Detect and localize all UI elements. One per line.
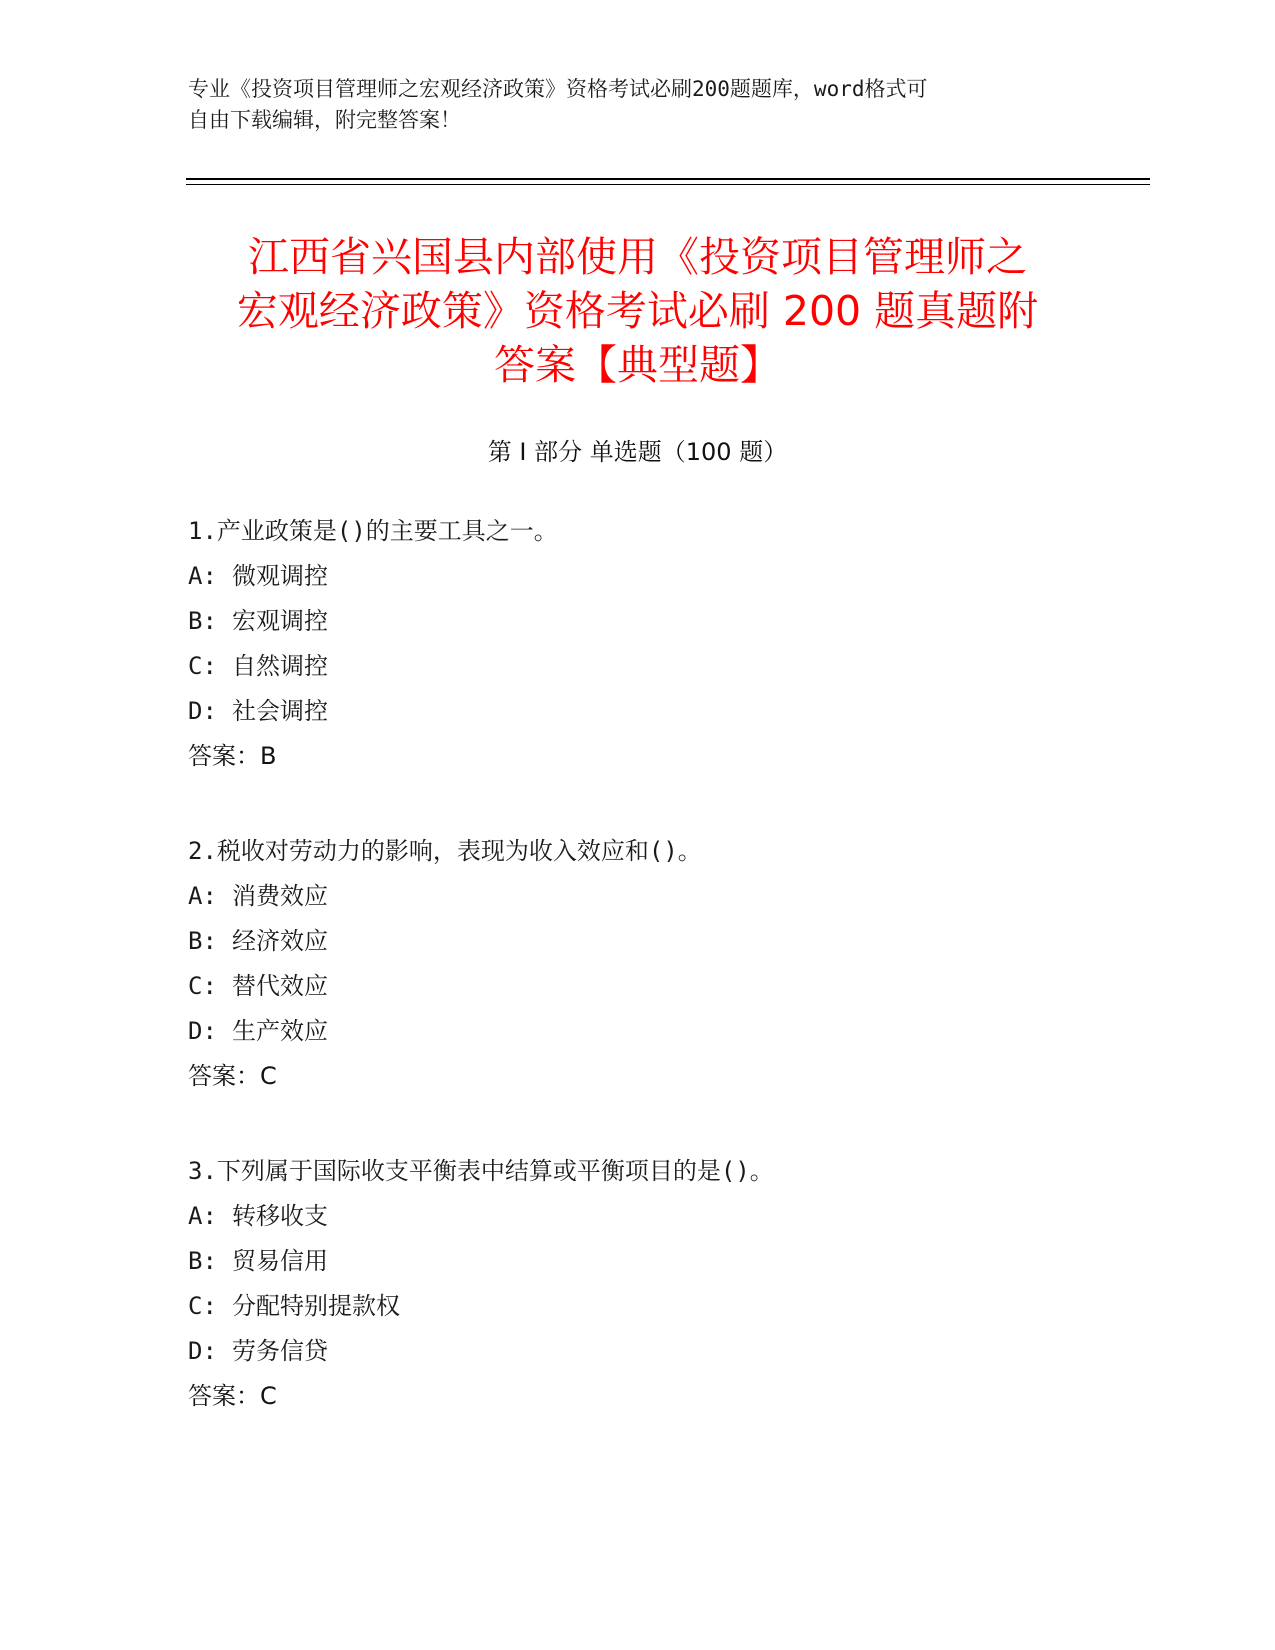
option-letter: D: xyxy=(188,697,217,725)
option-text: 经济效应 xyxy=(232,927,328,955)
header-note xyxy=(188,74,1088,136)
option-letter: A: xyxy=(188,1202,217,1230)
option-letter: A: xyxy=(188,562,217,590)
answer: 答案：C xyxy=(188,1062,277,1090)
option-d xyxy=(188,1009,1148,1054)
option-letter: D: xyxy=(188,1337,217,1365)
option-c xyxy=(188,1284,1148,1329)
option-text: 分配特别提款权 xyxy=(232,1292,400,1320)
option-b xyxy=(188,1239,1148,1284)
option-letter: C: xyxy=(188,972,217,1000)
option-text: 微观调控 xyxy=(232,562,328,590)
option-a xyxy=(188,554,1148,599)
question-stem: 3.下列属于国际收支平衡表中结算或平衡项目的是()。 xyxy=(188,1157,774,1185)
section-title: 第 I 部分 单选题（100 题） xyxy=(487,438,788,466)
option-text: 社会调控 xyxy=(232,697,328,725)
question-3 xyxy=(188,1149,1148,1419)
option-a xyxy=(188,874,1148,919)
option-letter: D: xyxy=(188,1017,217,1045)
option-letter: B: xyxy=(188,1247,217,1275)
option-text: 自然调控 xyxy=(232,652,328,680)
option-text: 替代效应 xyxy=(232,972,328,1000)
option-letter: A: xyxy=(188,882,217,910)
option-c xyxy=(188,644,1148,689)
option-d xyxy=(188,1329,1148,1374)
option-a xyxy=(188,1194,1148,1239)
option-b xyxy=(188,919,1148,964)
option-text: 宏观调控 xyxy=(232,607,328,635)
option-letter: C: xyxy=(188,652,217,680)
option-c xyxy=(188,964,1148,1009)
option-text: 劳务信贷 xyxy=(232,1337,328,1365)
option-b xyxy=(188,599,1148,644)
option-letter: B: xyxy=(188,607,217,635)
option-text: 消费效应 xyxy=(232,882,328,910)
title-line-3: 答案【典型题】 xyxy=(494,341,781,389)
document-title xyxy=(150,230,1125,392)
option-text: 转移收支 xyxy=(232,1202,328,1230)
option-text: 生产效应 xyxy=(232,1017,328,1045)
header-divider-thick xyxy=(186,178,1150,180)
option-letter: C: xyxy=(188,1292,217,1320)
question-stem: 2.税收对劳动力的影响，表现为收入效应和()。 xyxy=(188,837,702,865)
question-2 xyxy=(188,829,1148,1099)
answer: 答案：C xyxy=(188,1382,277,1410)
question-1 xyxy=(188,509,1148,779)
option-text: 贸易信用 xyxy=(232,1247,328,1275)
title-line-2: 宏观经济政策》资格考试必刷 200 题真题附 xyxy=(236,287,1039,335)
option-letter: B: xyxy=(188,927,217,955)
option-d xyxy=(188,689,1148,734)
header-note-line-2: 自由下载编辑，附完整答案！ xyxy=(188,108,461,132)
header-divider-thin xyxy=(186,184,1150,185)
header-note-line-1: 专业《投资项目管理师之宏观经济政策》资格考试必刷200题题库，word格式可 xyxy=(188,77,928,101)
title-line-1: 江西省兴国县内部使用《投资项目管理师之 xyxy=(248,233,1027,281)
answer: 答案：B xyxy=(188,742,277,770)
question-stem: 1.产业政策是()的主要工具之一。 xyxy=(188,517,558,545)
